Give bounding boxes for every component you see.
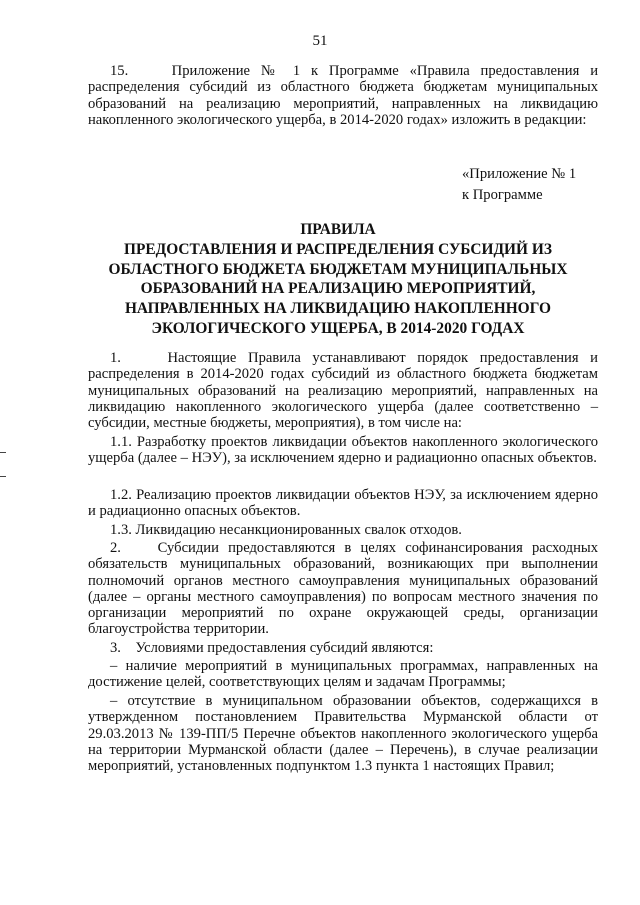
title-line: ЭКОЛОГИЧЕСКОГО УЩЕРБА, В 2014-2020 ГОДАХ xyxy=(151,319,525,337)
margin-mark xyxy=(0,476,6,477)
appendix-ref-line-2: к Программе xyxy=(462,187,543,203)
title-line: НАПРАВЛЕННЫХ НА ЛИКВИДАЦИЮ НАКОПЛЕННОГО xyxy=(124,300,552,318)
title-line: ОБЛАСТНОГО БЮДЖЕТА БЮДЖЕТАМ МУНИЦИПАЛЬНЫХ xyxy=(108,260,568,278)
title-line: ПРАВИЛА xyxy=(300,221,376,238)
paragraph-1-1: 1.1. Разработку проектов ликвидации объектов накопленного экологического ущерба (далее – НЭУ), за исключением ядерно и радиационно опасных объектов. xyxy=(88,434,598,467)
title-line: ПРЕДОСТАВЛЕНИЯ И РАСПРЕДЕЛЕНИЯ СУБСИДИЙ ИЗ xyxy=(124,240,552,258)
page-number: 51 xyxy=(312,33,328,49)
paragraph-2: 2. Субсидии предоставляются в целях софинансирования расходных обязательств муниципальных образований, возникающих при выполнении полномочий органов местного самоуправления муниципальных образований (далее – органы местного самоуправления) по вопросам местного значения по организации мероприятий по охране окружающей среды, организации благоустройства территории. xyxy=(88,540,598,638)
intro-paragraph: 15. Приложение № 1 к Программе «Правила предоставления и распределения субсидий из областного бюджета бюджетам муниципальных образований на реализацию мероприятий, направленных на ликвидацию накопленного экологического ущерба, в 2014-2020 годах» изложить в редакции: xyxy=(88,63,598,128)
appendix-ref-line-1: «Приложение № 1 xyxy=(462,166,577,182)
paragraph-1-2: 1.2. Реализацию проектов ликвидации объектов НЭУ, за исключением ядерно и радиационно опасных объектов. xyxy=(88,487,598,520)
paragraph-1: 1. Настоящие Правила устанавливают порядок предоставления и распределения в 2014-2020 годах субсидий из областного бюджета бюджетам муниципальных образований на реализацию мероприятий, направленных на ликвидацию накопленного экологического ущерба (далее соответственно – субсидии, местные бюджеты, мероприятия), в том числе на: xyxy=(88,350,598,432)
document-title xyxy=(88,220,588,339)
margin-mark xyxy=(0,452,6,453)
paragraph-3-item-b: – отсутствие в муниципальном образовании объектов, содержащихся в утвержденном постановлением Правительства Мурманской области от 29.03.2013 № 139-ПП/5 Перечне объектов накопленного экологического ущерба на территории Мурманской области (далее – Перечень), в случае реализации мероприятий, установленных подпунктом 1.3 пункта 1 настоящих Правил; xyxy=(88,693,598,775)
paragraph-3: 3. Условиями предоставления субсидий являются: xyxy=(110,640,434,656)
title-line: ОБРАЗОВАНИЙ НА РЕАЛИЗАЦИЮ МЕРОПРИЯТИЙ, xyxy=(140,280,536,298)
paragraph-3-item-a: – наличие мероприятий в муниципальных программах, направленных на достижение целей, соответствующих целям и задачам Программы; xyxy=(88,658,598,691)
paragraph-1-3: 1.3. Ликвидацию несанкционированных свалок отходов. xyxy=(110,522,462,538)
